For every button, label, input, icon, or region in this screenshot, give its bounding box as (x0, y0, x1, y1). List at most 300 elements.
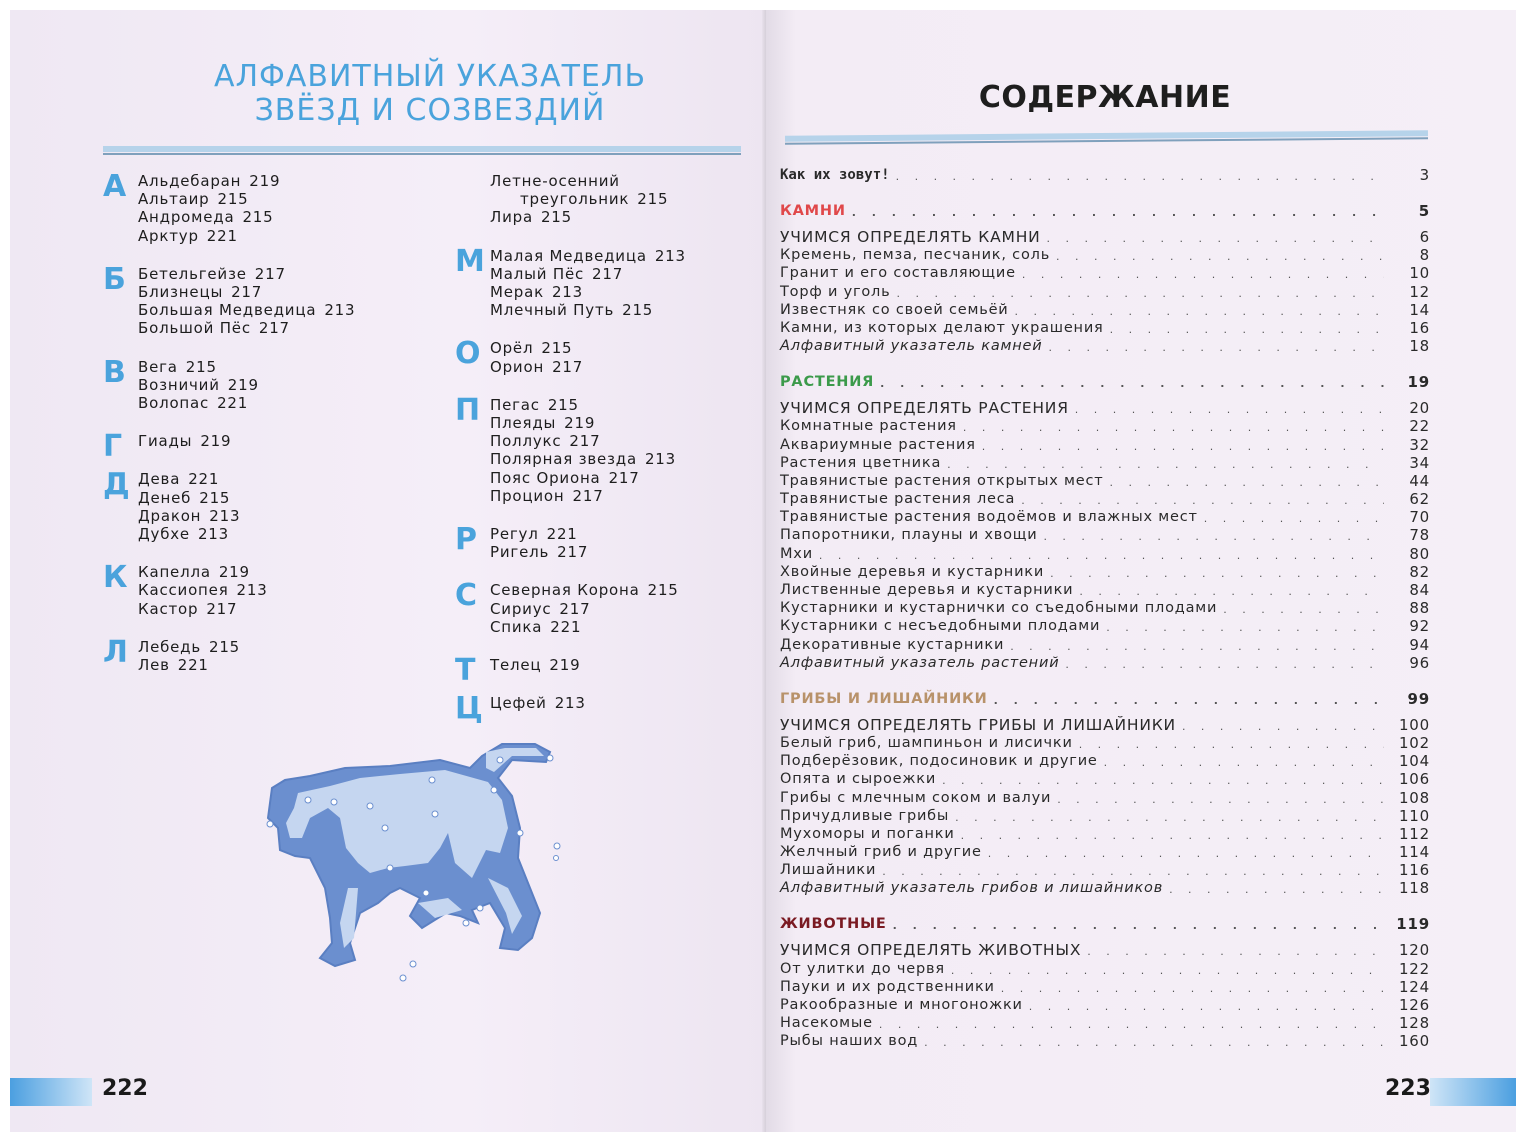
contents-title: СОДЕРЖАНИЕ (978, 80, 1232, 115)
toc-page: 14 (1409, 300, 1430, 319)
toc-title: Алфавитный указатель камней (780, 338, 1043, 355)
toc-leader-dots (882, 865, 1384, 879)
index-entry (138, 301, 433, 319)
index-entry-name: Телец (490, 656, 542, 675)
index-entry-page: 219 (218, 563, 250, 582)
toc-title: Лишайники (780, 862, 877, 879)
index-entry (138, 507, 433, 525)
toc-page: 88 (1409, 599, 1430, 618)
toc-leader-dots (1021, 494, 1384, 508)
index-letter-group (103, 354, 433, 413)
toc-title: Мухоморы и поганки (780, 825, 955, 842)
toc-page: 100 (1398, 715, 1430, 734)
toc-item[interactable] (780, 417, 1430, 435)
index-letter: О (455, 336, 481, 372)
index-entry (490, 339, 755, 357)
index-entry-name: Возничий (138, 375, 220, 394)
toc-item[interactable] (780, 843, 1430, 861)
toc-item[interactable] (780, 635, 1430, 653)
index-entry-name: Малая Медведица (490, 246, 647, 265)
toc-page: 82 (1409, 562, 1430, 581)
index-entry-page: 215 (242, 208, 274, 227)
index-letter: П (455, 392, 481, 428)
index-entry-page: 215 (209, 637, 241, 656)
toc-section-heading[interactable] (780, 363, 1430, 391)
index-entry-page: 213 (236, 581, 268, 600)
toc-item[interactable] (780, 996, 1430, 1014)
toc-page: 8 (1419, 246, 1430, 265)
index-entry-page: 213 (197, 525, 229, 544)
toc-page: 34 (1409, 453, 1430, 472)
index-entry-name: Мерак (490, 283, 544, 302)
index-entry-page: 221 (188, 470, 220, 489)
toc-item[interactable] (780, 825, 1430, 843)
index-entry-page: 217 (608, 468, 640, 487)
index-entry-page: 215 (217, 190, 249, 209)
toc-page: 160 (1398, 1032, 1430, 1051)
index-entry-name: Кассиопея (138, 581, 229, 600)
index-entry (490, 543, 755, 561)
index-entry-name: Малый Пёс (490, 264, 585, 283)
index-entry (138, 470, 433, 488)
index-entry (490, 450, 755, 468)
index-letter-group (455, 392, 755, 505)
toc-page: 114 (1398, 843, 1430, 862)
index-entry-name: Бетельгейзе (138, 264, 247, 283)
toc-item[interactable] (780, 337, 1430, 355)
index-entry-name: Арктур (138, 226, 199, 245)
toc-title: Гранит и его составляющие (780, 265, 1016, 282)
toc-page: 94 (1409, 635, 1430, 654)
toc-item[interactable] (780, 264, 1430, 282)
toc-page: 5 (1418, 202, 1430, 220)
index-entry-page: 215 (541, 339, 573, 358)
toc-title: Травянистые растения открытых мест (780, 472, 1104, 489)
index-letter-group (455, 522, 755, 562)
toc-section-heading[interactable] (780, 680, 1430, 708)
toc-item[interactable] (780, 319, 1430, 337)
index-entry-name: Кастор (138, 599, 199, 618)
index-entry (490, 487, 755, 505)
index-entry-name: Денеб (138, 488, 192, 507)
toc-title: Кустарники с несъедобными плодами (780, 618, 1101, 635)
index-entry-name: Поллукс (490, 432, 562, 451)
index-entry-name: Гиады (138, 432, 193, 451)
index-entry-page: 213 (324, 301, 356, 320)
toc-page: 84 (1409, 581, 1430, 599)
toc-item[interactable] (780, 472, 1430, 490)
toc-title: Папоротники, плауны и хвощи (780, 527, 1038, 544)
toc-section-heading[interactable] (780, 905, 1430, 933)
toc-page: 70 (1409, 508, 1430, 527)
left-page (10, 10, 766, 1132)
toc-leader-dots (879, 1018, 1384, 1032)
index-entry-page: 217 (258, 319, 290, 338)
toc-page: 116 (1398, 861, 1430, 880)
index-entry-name: Орёл (490, 339, 534, 358)
index-entry (490, 525, 755, 543)
toc-item[interactable] (780, 526, 1430, 544)
index-entry-name: Близнецы (138, 283, 224, 302)
index-letter-group (455, 243, 755, 320)
toc-section-heading[interactable] (780, 192, 1430, 220)
toc-leader-dots (1056, 250, 1384, 264)
index-entry-name: Альтаир (138, 190, 210, 209)
toc-leader-dots (963, 421, 1384, 435)
index-entry-page: 219 (549, 656, 581, 675)
index-entry-name: Большая Медведица (138, 301, 317, 320)
index-entry-name: Пегас (490, 395, 540, 414)
toc-title: Насекомые (780, 1015, 873, 1032)
index-entry-name: Волопас (138, 394, 210, 413)
index-entry-page: 219 (227, 375, 259, 394)
toc-leader-dots (1182, 720, 1384, 734)
index-entry-name: Дева (138, 470, 181, 489)
toc-leader-dots (1065, 658, 1384, 672)
index-entry (138, 489, 433, 507)
toc-leader-dots (1015, 305, 1384, 319)
toc-title: Декоративные кустарники (780, 636, 1005, 653)
toc-title: ЖИВОТНЫЕ (780, 916, 887, 933)
index-entry (138, 358, 433, 376)
toc-title: Подберёзовик, подосиновик и другие (780, 753, 1098, 770)
index-entry-page: 221 (550, 617, 582, 636)
toc-leader-dots (893, 919, 1384, 933)
toc-leader-dots (1104, 756, 1384, 770)
index-entry-page: 213 (551, 283, 583, 302)
index-letter: Л (103, 634, 128, 670)
toc-title: Пауки и их родственники (780, 978, 995, 995)
toc-title: Желчный гриб и другие (780, 844, 982, 861)
toc-page: 19 (1407, 373, 1430, 392)
index-entry (490, 600, 755, 618)
index-entry: треугольник 215 (520, 190, 669, 209)
index-letter-group (455, 578, 755, 636)
index-entry-name: Плеяды (490, 414, 557, 433)
index-entry-name: Сириус (490, 599, 552, 618)
toc-title: Белый гриб, шампиньон и лисички (780, 734, 1073, 751)
toc-leader-dots (1109, 476, 1384, 490)
toc-leader-dots (947, 458, 1384, 472)
toc-leader-dots (1079, 585, 1384, 599)
index-entry-page: 215 (185, 357, 217, 376)
index-entry (490, 301, 755, 319)
toc-page: 124 (1398, 977, 1430, 996)
index-entry (138, 190, 433, 208)
toc-item[interactable] (780, 788, 1430, 806)
toc-leader-dots (961, 829, 1384, 843)
index-entry-page: 219 (249, 172, 281, 190)
toc-title: Камни, из которых делают украшения (780, 319, 1104, 336)
toc-item[interactable] (780, 752, 1430, 770)
toc-leader-dots (994, 694, 1384, 708)
toc-leader-dots (1204, 512, 1384, 526)
index-entry-page: 217 (254, 264, 286, 283)
index-entry-name: Процион (490, 486, 565, 505)
toc-page: 118 (1398, 879, 1430, 898)
toc-leader-dots (852, 206, 1384, 220)
index-entry (138, 376, 433, 394)
index-entry-page: 217 (552, 357, 584, 376)
index-entry (138, 638, 433, 656)
index-entry-page: 215 (622, 301, 654, 320)
toc-item[interactable] (780, 508, 1430, 526)
index-entry (490, 469, 755, 487)
toc-item[interactable] (780, 861, 1430, 879)
toc-page: 6 (1419, 228, 1430, 246)
toc-leader-dots (1087, 945, 1384, 959)
index-entry-name: Полярная звезда (490, 450, 637, 469)
toc-page: 128 (1398, 1014, 1430, 1033)
index-title (105, 60, 755, 128)
toc-leader-dots (1057, 793, 1384, 807)
index-letter: А (103, 169, 127, 204)
index-letter: Р (455, 522, 477, 558)
index-entry (490, 618, 755, 636)
index-entry (490, 432, 755, 450)
index-entry-page: 217 (569, 432, 601, 451)
index-entry (490, 694, 755, 712)
index-letter: Г (103, 429, 123, 465)
index-entry (138, 525, 433, 543)
index-entry (490, 656, 755, 674)
index-letter: Т (455, 653, 476, 689)
toc-item[interactable] (780, 490, 1430, 508)
index-entry (490, 396, 755, 414)
toc-subsection-heading[interactable] (780, 712, 1430, 734)
toc-page: 112 (1398, 824, 1430, 843)
toc-item[interactable] (780, 544, 1430, 562)
index-entry-page: 215 (547, 395, 579, 414)
toc-item[interactable] (780, 563, 1430, 581)
toc-title: Причудливые грибы (780, 807, 950, 824)
toc-leader-dots (1048, 341, 1384, 355)
index-entry-page: 213 (209, 506, 241, 525)
toc-page: 122 (1398, 959, 1430, 978)
toc-page: 104 (1398, 752, 1430, 771)
toc-leader-dots (951, 964, 1384, 978)
toc-title: УЧИМСЯ ОПРЕДЕЛЯТЬ РАСТЕНИЯ (780, 399, 1069, 418)
toc-item[interactable] (780, 599, 1430, 617)
index-entry (138, 600, 433, 618)
toc-leader-dots (1050, 567, 1384, 581)
toc-leader-dots (1001, 982, 1384, 996)
index-entry-page: 219 (200, 432, 232, 451)
toc-item[interactable] (780, 734, 1430, 752)
index-letter-group (103, 261, 433, 338)
index-entry-page: 213 (644, 450, 676, 469)
index-letter: С (455, 578, 478, 614)
toc-page: 22 (1409, 417, 1430, 436)
toc-leader-dots (1169, 883, 1384, 897)
index-entry-page: 221 (177, 656, 209, 675)
index-letter-group (103, 169, 433, 245)
toc-page: 16 (1409, 318, 1430, 337)
index-entry (490, 581, 755, 599)
toc-title: Торф и уголь (780, 283, 891, 300)
index-entry (138, 319, 433, 337)
index-entry-page: 217 (559, 599, 591, 618)
index-entry-page: 221 (217, 394, 249, 413)
toc-leader-dots (1043, 530, 1384, 544)
toc-leader-dots (1223, 603, 1384, 617)
index-entry-name: Лев (138, 656, 170, 675)
toc-leader-dots (896, 287, 1384, 301)
toc-title: Хвойные деревья и кустарники (780, 563, 1045, 580)
toc-page: 110 (1398, 806, 1430, 825)
index-entry-name: Орион (490, 357, 545, 376)
index-entry (138, 227, 433, 245)
index-entry (490, 247, 755, 265)
index-letter: В (103, 354, 126, 390)
index-entry (490, 265, 755, 283)
toc-item[interactable] (780, 959, 1430, 977)
index-entry-page: 215 (647, 581, 679, 600)
toc-title: От улитки до червя (780, 960, 945, 977)
toc-title: Кремень, пемза, песчаник, соль (780, 247, 1051, 264)
toc-subsection-heading[interactable] (780, 395, 1430, 417)
index-entry-page: 217 (572, 486, 604, 505)
index-entry-name: Северная Корона (490, 581, 640, 600)
toc-page: 126 (1398, 996, 1430, 1014)
index-title-line1: АЛФАВИТНЫЙ УКАЗАТЕЛЬ (213, 59, 647, 94)
index-entry (490, 414, 755, 432)
page-number-right: 223 (1385, 1076, 1431, 1101)
index-entry-name: Ригель (490, 543, 550, 562)
table-of-contents (780, 158, 1430, 1050)
index-entry (138, 581, 433, 599)
index-column-2 (455, 172, 755, 732)
toc-item[interactable] (780, 1014, 1430, 1032)
toc-title: Мхи (780, 545, 813, 562)
toc-leader-dots (1022, 268, 1384, 282)
toc-page: 92 (1409, 617, 1430, 636)
index-continued-group (455, 172, 755, 227)
toc-item[interactable] (780, 435, 1430, 453)
toc-subsection-heading[interactable] (780, 224, 1430, 246)
toc-leader-dots (942, 774, 1384, 788)
index-entry-page: 221 (206, 226, 238, 245)
toc-title: Алфавитный указатель грибов и лишайников (780, 880, 1164, 897)
index-entry (138, 432, 433, 450)
index-entry-name: Цефей (490, 694, 547, 713)
toc-leader-dots (1079, 738, 1384, 752)
index-entry-name: Большой Пёс (138, 319, 251, 338)
toc-title: Опята и сыроежки (780, 771, 937, 788)
toc-leader-dots (1047, 232, 1384, 246)
index-entry-page: 217 (231, 283, 263, 302)
toc-title: Грибы с млечным соком и валуи (780, 789, 1052, 806)
toc-page: 120 (1398, 941, 1430, 960)
index-letter-group (103, 429, 433, 465)
index-letter-group (103, 634, 433, 675)
toc-item[interactable] (780, 454, 1430, 472)
index-entry (138, 283, 433, 301)
toc-item[interactable] (780, 978, 1430, 996)
toc-title: УЧИМСЯ ОПРЕДЕЛЯТЬ ЖИВОТНЫХ (780, 941, 1082, 960)
toc-title: Лиственные деревья и кустарники (780, 582, 1074, 598)
index-entry-name: Пояс Ориона (490, 468, 601, 487)
index-entry (138, 656, 433, 674)
index-entry-name: Спика (490, 617, 543, 636)
toc-item[interactable] (780, 246, 1430, 264)
page-tab-left (10, 1078, 92, 1106)
toc-page: 78 (1409, 526, 1430, 545)
index-entry-name: Млечный Путь (490, 301, 615, 320)
index-entry-name: Дубхе (138, 525, 190, 544)
index-letter: Д (103, 467, 130, 503)
title-divider (103, 146, 741, 156)
index-entry (138, 265, 433, 283)
toc-item[interactable] (780, 617, 1430, 635)
toc-leader-dots (1029, 1000, 1384, 1014)
index-entry (138, 208, 433, 226)
toc-title: УЧИМСЯ ОПРЕДЕЛЯТЬ ГРИБЫ И ЛИШАЙНИКИ (780, 715, 1176, 734)
toc-item[interactable] (780, 301, 1430, 319)
toc-intro-row[interactable]: Как их зовут! . . . 3 (780, 158, 1430, 184)
index-entry (138, 394, 433, 412)
toc-item[interactable] (780, 770, 1430, 788)
index-entry-name: Вега (138, 357, 178, 376)
toc-page: 18 (1409, 337, 1430, 356)
toc-leader-dots (880, 377, 1384, 391)
index-title-line2: ЗВЁЗД И СОЗВЕЗДИЙ (254, 93, 606, 128)
toc-item[interactable] (780, 581, 1430, 599)
toc-item[interactable] (780, 282, 1430, 300)
toc-item[interactable] (780, 879, 1430, 897)
index-entry-page: 219 (564, 414, 596, 433)
index-letter-group (455, 336, 755, 376)
index-entry (138, 172, 433, 190)
toc-title: Растения цветника (780, 454, 942, 471)
index-entry: Летне-осенний (490, 172, 620, 190)
index-letter: М (455, 243, 485, 279)
index-entry-page: 217 (557, 543, 589, 562)
index-entry-name: Альдебаран (138, 172, 242, 190)
toc-page: 108 (1398, 788, 1430, 807)
index-entry: Лира 215 (490, 208, 572, 227)
toc-page: 10 (1409, 264, 1430, 283)
toc-leader-dots (1106, 621, 1384, 635)
toc-page: 32 (1409, 435, 1430, 454)
book-spread (10, 10, 1516, 1132)
toc-item[interactable] (780, 654, 1430, 672)
toc-leader-dots (988, 847, 1384, 861)
index-entry (490, 358, 755, 376)
toc-title: Алфавитный указатель растений (780, 654, 1060, 671)
toc-title: Аквариумные растения (780, 436, 976, 453)
toc-page: 44 (1409, 471, 1430, 490)
index-entry-name: Регул (490, 525, 539, 544)
index-letter-group (455, 653, 755, 689)
toc-page: 62 (1409, 490, 1430, 509)
index-entry-name: Лебедь (138, 637, 201, 656)
index-entry (138, 563, 433, 581)
toc-title: Кустарники и кустарнички со съедобными плодами (780, 600, 1218, 617)
toc-leader-dots (819, 549, 1384, 563)
toc-subsection-heading[interactable] (780, 937, 1430, 959)
toc-title: УЧИМСЯ ОПРЕДЕЛЯТЬ КАМНИ (780, 228, 1041, 246)
index-entry-name: Дракон (138, 506, 202, 525)
index-column-1 (103, 169, 433, 694)
toc-title: ГРИБЫ И ЛИШАЙНИКИ (780, 690, 988, 707)
index-letter-group (455, 691, 755, 727)
toc-item[interactable] (780, 807, 1430, 825)
toc-leader-dots (924, 1036, 1384, 1050)
toc-page: 20 (1409, 399, 1430, 418)
toc-page: 106 (1398, 770, 1430, 789)
toc-item[interactable] (780, 1032, 1430, 1050)
